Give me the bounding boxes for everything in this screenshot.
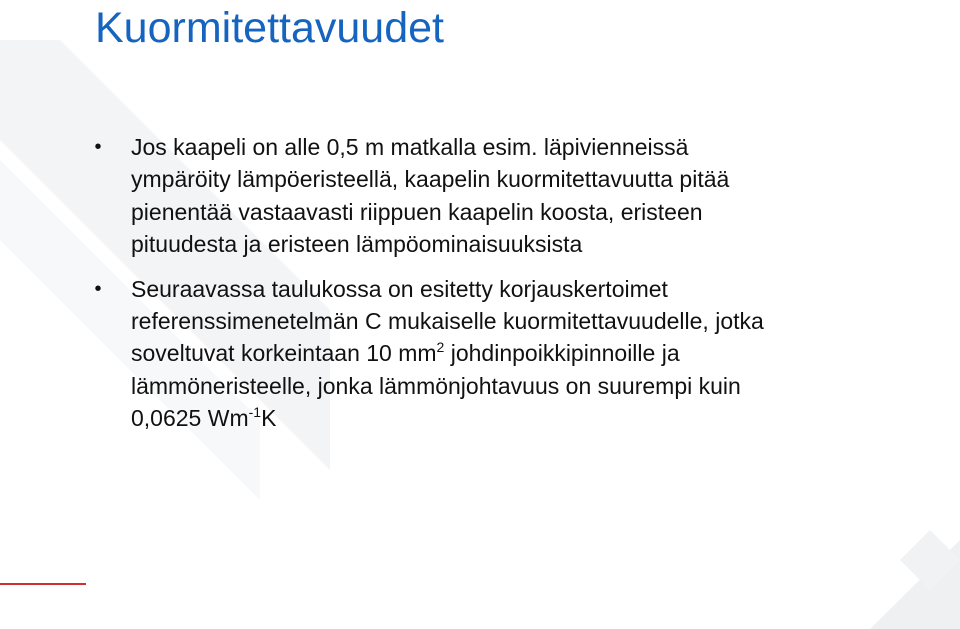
bullet-icon: • (94, 136, 102, 158)
superscript: 2 (436, 339, 445, 356)
bullet-icon: • (94, 277, 102, 300)
bullet-line (131, 337, 932, 369)
bullet-text: K (261, 405, 277, 432)
bullet-text: johdinpoikkipinnoille ja (444, 340, 680, 367)
bullet-text: 0,0625 Wm (131, 405, 249, 432)
superscript: -1 (248, 404, 262, 421)
bullet-line: Seuraavassa taulukossa on esitetty korjauskertoimet (131, 275, 668, 302)
bullet-line: pituudesta ja eristeen lämpöominaisuuksista (131, 231, 583, 258)
slide-title: Kuormitettavuudet (95, 4, 444, 52)
footer-accent-line (0, 583, 86, 585)
bullet-item (92, 273, 932, 435)
bullet-line: Jos kaapeli on alle 0,5 m matkalla esim. läpivienneissä (131, 134, 689, 160)
bullet-line (131, 402, 932, 434)
bullet-line: lämmöneristeelle, jonka lämmönjohtavuus on suurempi kuin (131, 372, 741, 399)
bullet-text: soveltuvat korkeintaan 10 mm (131, 340, 437, 367)
bullet-line: pienentää vastaavasti riippuen kaapelin koosta, eristeen (131, 198, 703, 225)
bullet-line: ympäröity lämpöeristeellä, kaapelin kuormitettavuutta pitää (131, 166, 730, 193)
bullet-list (92, 131, 932, 447)
bullet-item (92, 131, 932, 261)
bullet-line: referenssimenetelmän C mukaiselle kuormitettavuudelle, jotka (131, 308, 764, 335)
